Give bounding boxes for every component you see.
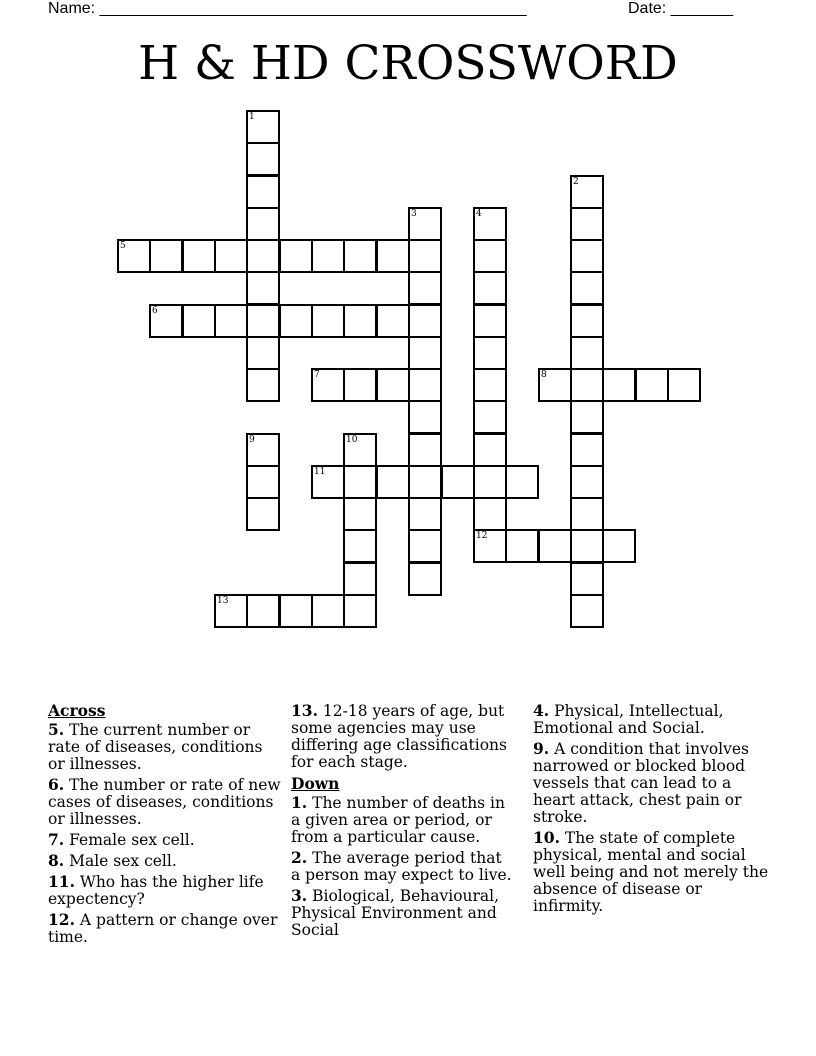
clue-number: 6. bbox=[48, 775, 65, 794]
grid-cell[interactable] bbox=[246, 304, 280, 338]
grid-cell[interactable] bbox=[311, 465, 345, 499]
clue-number-label: 10 bbox=[346, 435, 358, 445]
across-heading: Across bbox=[48, 701, 106, 720]
clue-number-label: 6 bbox=[152, 306, 158, 316]
grid-cell[interactable] bbox=[570, 175, 604, 209]
grid-cell[interactable] bbox=[311, 304, 345, 338]
grid-cell[interactable] bbox=[570, 400, 604, 434]
grid-cell[interactable] bbox=[182, 304, 216, 338]
grid-cell[interactable] bbox=[246, 239, 280, 273]
grid-cell[interactable] bbox=[441, 465, 475, 499]
grid-cell[interactable] bbox=[246, 271, 280, 305]
clue-number-label: 4 bbox=[476, 209, 482, 219]
clue-down-4 bbox=[533, 702, 773, 737]
date-field-label[interactable]: Date: _______ bbox=[628, 0, 733, 17]
clue-number-label: 2 bbox=[573, 177, 579, 187]
clue-across-8 bbox=[48, 852, 284, 870]
clue-number-label: 13 bbox=[217, 596, 229, 606]
grid-cell[interactable] bbox=[149, 304, 183, 338]
clue-across-13 bbox=[291, 702, 513, 771]
grid-cell[interactable] bbox=[570, 529, 604, 563]
grid-cell[interactable] bbox=[279, 304, 313, 338]
clue-text: A condition that involves narrowed or blocked blood vessels that can lead to a heart attack, chest pain or stroke. bbox=[533, 740, 750, 826]
grid-cell[interactable] bbox=[473, 336, 507, 370]
grid-cell[interactable] bbox=[246, 433, 280, 467]
grid-cell[interactable] bbox=[473, 529, 507, 563]
grid-cell[interactable] bbox=[246, 497, 280, 531]
clue-text: The average period that a person may expect to live. bbox=[291, 849, 512, 884]
grid-cell[interactable] bbox=[473, 368, 507, 402]
grid-cell[interactable] bbox=[343, 465, 377, 499]
clue-text: Who has the higher life expectency? bbox=[48, 873, 264, 908]
grid-cell[interactable] bbox=[149, 239, 183, 273]
clue-number: 8. bbox=[48, 851, 65, 870]
grid-cell[interactable] bbox=[246, 142, 280, 176]
clue-number: 13. bbox=[291, 701, 318, 720]
clue-number: 12. bbox=[48, 910, 75, 929]
clue-number-label: 1 bbox=[249, 112, 255, 122]
grid-cell[interactable] bbox=[570, 368, 604, 402]
grid-cell[interactable] bbox=[279, 239, 313, 273]
grid-cell[interactable] bbox=[214, 304, 248, 338]
clue-text: Male sex cell. bbox=[64, 852, 177, 870]
grid-cell[interactable] bbox=[246, 594, 280, 628]
clue-down-9 bbox=[533, 740, 773, 826]
grid-cell[interactable] bbox=[570, 594, 604, 628]
grid-cell[interactable] bbox=[667, 368, 701, 402]
clue-number-label: 9 bbox=[249, 435, 255, 445]
clue-across-12 bbox=[48, 911, 284, 946]
grid-cell[interactable] bbox=[473, 433, 507, 467]
grid-cell[interactable] bbox=[246, 336, 280, 370]
clue-number-label: 8 bbox=[541, 370, 547, 380]
grid-cell[interactable] bbox=[279, 594, 313, 628]
clues-column-3 bbox=[533, 702, 773, 918]
clue-text: The current number or rate of diseases, conditions or illnesses. bbox=[48, 721, 263, 773]
grid-cell[interactable] bbox=[343, 529, 377, 563]
clues-column-1 bbox=[48, 702, 284, 949]
grid-cell[interactable] bbox=[408, 497, 442, 531]
clue-text: The number or rate of new cases of diseases, conditions or illnesses. bbox=[48, 776, 281, 828]
clue-number: 11. bbox=[48, 872, 75, 891]
clue-across-5 bbox=[48, 721, 284, 773]
clue-text: Biological, Behavioural, Physical Environment and Social bbox=[291, 887, 500, 939]
grid-cell[interactable] bbox=[408, 207, 442, 241]
clue-text: Physical, Intellectual, Emotional and Social. bbox=[533, 702, 724, 737]
grid-cell[interactable] bbox=[408, 562, 442, 596]
grid-cell[interactable] bbox=[311, 239, 345, 273]
grid-cell[interactable] bbox=[570, 433, 604, 467]
grid-cell[interactable] bbox=[538, 368, 572, 402]
grid-cell[interactable] bbox=[343, 562, 377, 596]
clue-number: 9. bbox=[533, 739, 550, 758]
clue-text: A pattern or change over time. bbox=[48, 911, 278, 946]
grid-cell[interactable] bbox=[376, 465, 410, 499]
clue-number-label: 7 bbox=[314, 370, 320, 380]
down-heading: Down bbox=[291, 774, 340, 793]
clue-number: 2. bbox=[291, 848, 308, 867]
name-field-label[interactable]: Name: ________________________________________________ bbox=[48, 0, 527, 17]
grid-cell[interactable] bbox=[570, 562, 604, 596]
grid-cell[interactable] bbox=[570, 239, 604, 273]
grid-cell[interactable] bbox=[408, 304, 442, 338]
clue-across-6 bbox=[48, 776, 284, 828]
page-title: H & HD CROSSWORD bbox=[138, 36, 678, 91]
grid-cell[interactable] bbox=[246, 465, 280, 499]
grid-cell[interactable] bbox=[473, 239, 507, 273]
grid-cell[interactable] bbox=[602, 368, 636, 402]
grid-cell[interactable] bbox=[570, 497, 604, 531]
clue-number: 5. bbox=[48, 720, 65, 739]
grid-cell[interactable] bbox=[182, 239, 216, 273]
clue-across-7 bbox=[48, 831, 284, 849]
grid-cell[interactable] bbox=[246, 207, 280, 241]
clue-down-2 bbox=[291, 849, 513, 884]
grid-cell[interactable] bbox=[376, 368, 410, 402]
clue-across-11 bbox=[48, 873, 284, 908]
grid-cell[interactable] bbox=[376, 304, 410, 338]
grid-cell[interactable] bbox=[343, 594, 377, 628]
clue-number: 7. bbox=[48, 830, 65, 849]
grid-cell[interactable] bbox=[246, 110, 280, 144]
grid-cell[interactable] bbox=[473, 304, 507, 338]
grid-cell[interactable] bbox=[570, 271, 604, 305]
clue-number-label: 5 bbox=[120, 241, 126, 251]
grid-cell[interactable] bbox=[635, 368, 669, 402]
clue-number: 1. bbox=[291, 793, 308, 812]
grid-cell[interactable] bbox=[602, 529, 636, 563]
grid-cell[interactable] bbox=[473, 207, 507, 241]
clue-text: The number of deaths in a given area or period, or from a particular cause. bbox=[291, 794, 505, 846]
grid-cell[interactable] bbox=[473, 497, 507, 531]
grid-cell[interactable] bbox=[408, 368, 442, 402]
grid-cell[interactable] bbox=[538, 529, 572, 563]
grid-cell[interactable] bbox=[408, 271, 442, 305]
clue-number-label: 11 bbox=[314, 467, 326, 477]
clue-number-label: 12 bbox=[476, 531, 488, 541]
grid-cell[interactable] bbox=[570, 304, 604, 338]
clue-number: 3. bbox=[291, 886, 308, 905]
grid-cell[interactable] bbox=[376, 239, 410, 273]
grid-cell[interactable] bbox=[246, 368, 280, 402]
grid-cell[interactable] bbox=[570, 465, 604, 499]
clue-down-1 bbox=[291, 794, 513, 846]
grid-cell[interactable] bbox=[473, 465, 507, 499]
grid-cell[interactable] bbox=[408, 529, 442, 563]
grid-cell[interactable] bbox=[343, 304, 377, 338]
grid-cell[interactable] bbox=[408, 433, 442, 467]
grid-cell[interactable] bbox=[343, 433, 377, 467]
grid-cell[interactable] bbox=[505, 529, 539, 563]
clue-down-10 bbox=[533, 829, 773, 915]
grid-cell[interactable] bbox=[343, 497, 377, 531]
grid-cell[interactable] bbox=[214, 239, 248, 273]
grid-cell[interactable] bbox=[473, 271, 507, 305]
clue-number: 4. bbox=[533, 701, 550, 720]
clue-down-3 bbox=[291, 887, 513, 939]
grid-cell[interactable] bbox=[408, 336, 442, 370]
clue-text: The state of complete physical, mental and social well being and not merely the absence of disease or infirmity. bbox=[533, 829, 769, 915]
grid-cell[interactable] bbox=[311, 594, 345, 628]
grid-cell[interactable] bbox=[408, 465, 442, 499]
clue-text: 12-18 years of age, but some agencies may use differing age classifications for each stage. bbox=[291, 702, 507, 771]
grid-cell[interactable] bbox=[311, 368, 345, 402]
grid-cell[interactable] bbox=[343, 239, 377, 273]
clue-number-label: 3 bbox=[411, 209, 417, 219]
grid-cell[interactable] bbox=[214, 594, 248, 628]
grid-cell[interactable] bbox=[117, 239, 151, 273]
clue-text: Female sex cell. bbox=[64, 831, 195, 849]
grid-cell[interactable] bbox=[343, 368, 377, 402]
grid-cell[interactable] bbox=[570, 207, 604, 241]
grid-cell[interactable] bbox=[505, 465, 539, 499]
grid-cell[interactable] bbox=[246, 175, 280, 209]
grid-cell[interactable] bbox=[408, 400, 442, 434]
clue-number: 10. bbox=[533, 828, 560, 847]
grid-cell[interactable] bbox=[408, 239, 442, 273]
grid-cell[interactable] bbox=[570, 336, 604, 370]
grid-cell[interactable] bbox=[473, 400, 507, 434]
clues-column-2 bbox=[291, 702, 513, 942]
